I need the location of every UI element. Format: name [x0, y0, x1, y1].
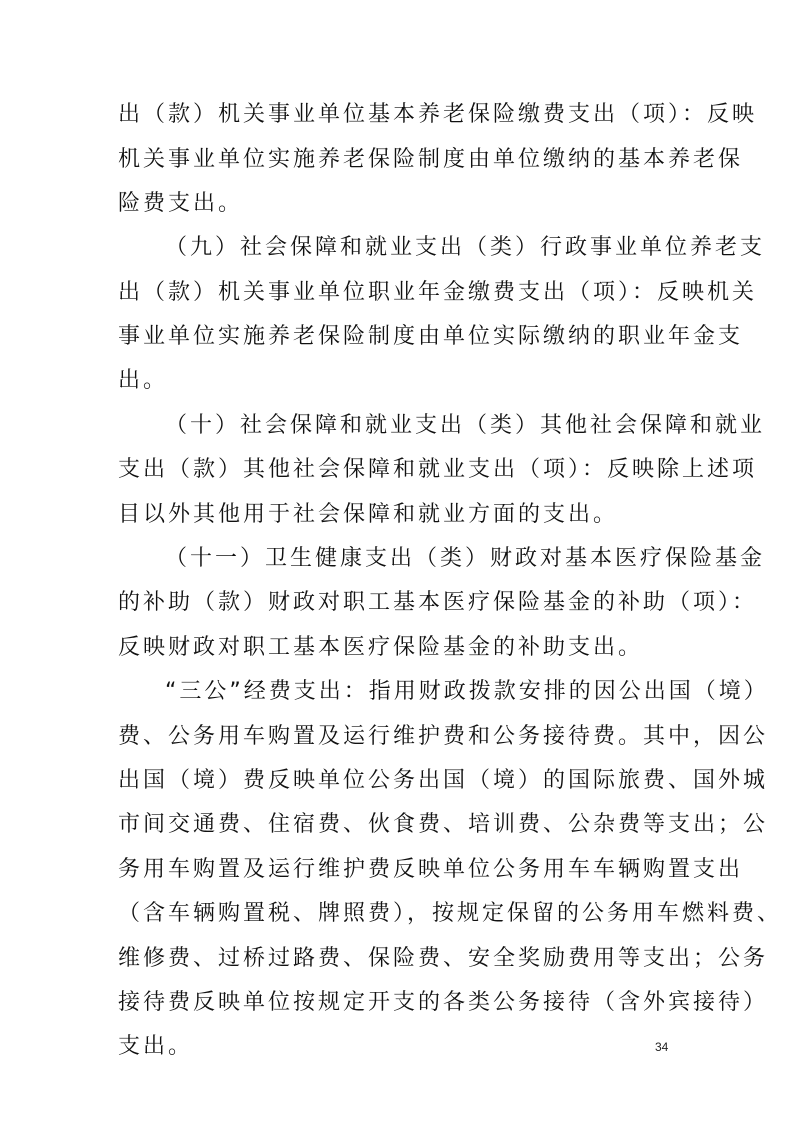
- page-number: 34: [655, 1040, 669, 1054]
- text-line: 支出。: [118, 1034, 194, 1059]
- text-line: 出。: [118, 368, 169, 393]
- text-line: 出国（境）费反映单位公务出国（境）的国际旅费、国外城: [118, 768, 769, 793]
- text-line: 市间交通费、住宿费、伙食费、培训费、公杂费等支出；公: [118, 812, 769, 837]
- text-line: 出（款）机关事业单位基本养老保险缴费支出（项）：反映: [118, 102, 758, 127]
- text-line: 险费支出。: [118, 191, 244, 216]
- text-line: 接待费反映单位按规定开支的各类公务接待（含外宾接待）: [118, 990, 769, 1015]
- text-line: “三公”经费支出：指用财政拨款安排的因公出国（境）: [165, 679, 769, 704]
- text-line: 支出（款）其他社会保障和就业支出（项）：反映除上述项: [118, 457, 758, 482]
- text-line: （十一）卫生健康支出（类）财政对基本医疗保险基金: [165, 546, 766, 571]
- text-line: 维修费、过桥过路费、保险费、安全奖励费用等支出；公务: [118, 946, 769, 971]
- text-line: 目以外其他用于社会保障和就业方面的支出。: [118, 502, 619, 527]
- text-line: （十）社会保障和就业支出（类）其他社会保障和就业: [165, 413, 766, 438]
- text-line: 费、公务用车购置及运行维护费和公务接待费。其中，因公: [118, 724, 769, 749]
- text-line: 的补助（款）财政对职工基本医疗保险基金的补助（项）：: [118, 590, 758, 615]
- text-line: （含车辆购置税、牌照费），按规定保留的公务用车燃料费、: [118, 901, 783, 926]
- text-line: 事业单位实施养老保险制度由单位实际缴纳的职业年金支: [118, 324, 744, 349]
- text-line: 出（款）机关事业单位职业年金缴费支出（项）：反映机关: [118, 280, 758, 305]
- text-line: （九）社会保障和就业支出（类）行政事业单位养老支: [165, 235, 766, 260]
- text-line: 务用车购置及运行维护费反映单位公务用车车辆购置支出: [118, 857, 744, 882]
- text-line: 反映财政对职工基本医疗保险基金的补助支出。: [118, 635, 644, 660]
- text-line: 机关事业单位实施养老保险制度由单位缴纳的基本养老保: [118, 147, 744, 172]
